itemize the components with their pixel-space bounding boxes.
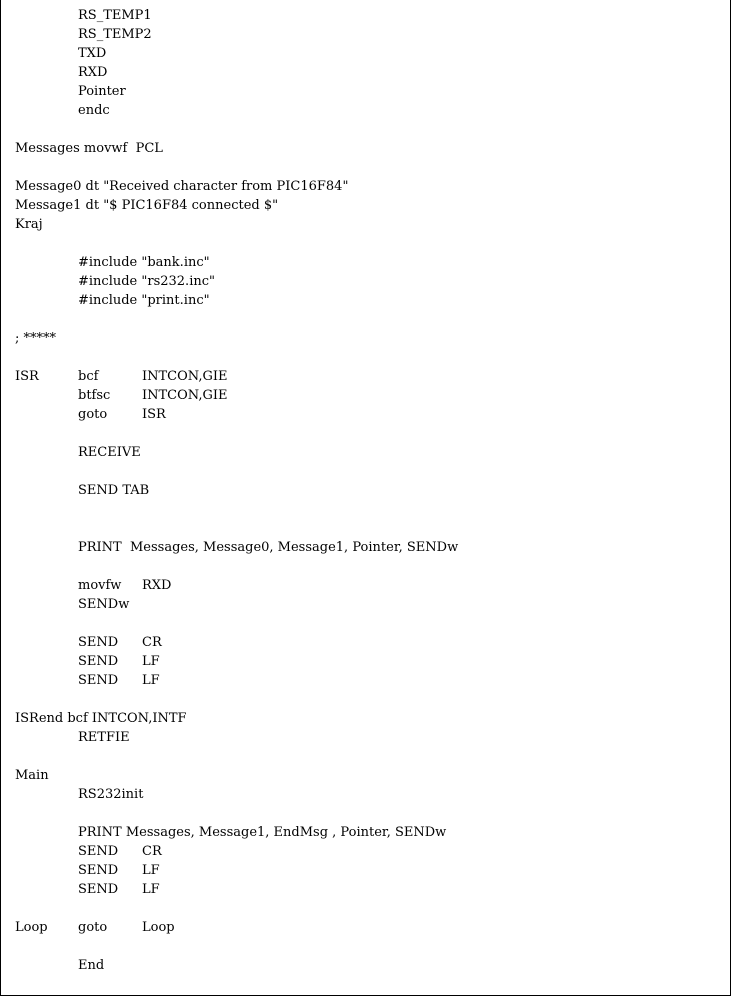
code-line	[15, 880, 458, 899]
code-operands: LF	[142, 882, 160, 897]
code-instruction: RXD	[78, 65, 108, 80]
blank-line	[15, 690, 458, 709]
code-line	[15, 861, 458, 880]
code-line-text: ISRend bcf INTCON,INTF	[15, 711, 187, 726]
code-line	[15, 766, 458, 785]
blank-line	[15, 120, 458, 139]
code-line	[15, 956, 458, 975]
code-instruction: RS_TEMP2	[78, 27, 152, 42]
code-instruction: btfsc	[78, 388, 111, 403]
code-line	[15, 633, 458, 652]
blank-line	[15, 804, 458, 823]
code-instruction: SENDw	[78, 597, 130, 612]
blank-line	[15, 462, 458, 481]
code-line	[15, 728, 458, 747]
code-instruction: RECEIVE	[78, 445, 141, 460]
code-instruction: RETFIE	[78, 730, 130, 745]
code-line	[15, 82, 458, 101]
blank-line	[15, 500, 458, 538]
code-operands: CR	[142, 635, 162, 650]
code-line	[15, 671, 458, 690]
blank-line	[15, 424, 458, 443]
blank-line	[15, 348, 458, 367]
code-instruction: PRINT Messages, Message1, EndMsg , Pointer, SENDw	[78, 825, 447, 840]
code-line	[15, 823, 458, 842]
code-line	[15, 595, 458, 614]
code-instruction: goto	[78, 920, 108, 935]
blank-line	[15, 747, 458, 766]
code-instruction: SEND	[78, 673, 119, 688]
code-operands: INTCON,GIE	[142, 369, 228, 384]
blank-line	[15, 158, 458, 177]
code-line	[15, 6, 458, 25]
code-line	[15, 652, 458, 671]
blank-line	[15, 937, 458, 956]
code-line	[15, 291, 458, 310]
blank-line	[15, 899, 458, 918]
code-line	[15, 215, 458, 234]
blank-line	[15, 614, 458, 633]
code-line	[15, 785, 458, 804]
code-operands: ISR	[142, 407, 166, 422]
code-instruction: SEND	[78, 635, 119, 650]
code-instruction: SEND	[78, 863, 119, 878]
code-line	[15, 177, 458, 196]
code-line	[15, 25, 458, 44]
blank-line	[15, 557, 458, 576]
code-instruction: End	[78, 958, 105, 973]
code-instruction: endc	[78, 103, 110, 118]
code-line	[15, 443, 458, 462]
code-line	[15, 405, 458, 424]
code-line	[15, 101, 458, 120]
code-instruction: bcf	[78, 369, 99, 384]
code-line	[15, 709, 458, 728]
code-instruction: #include "print.inc"	[78, 293, 210, 308]
code-line-text: Message1 dt "$ PIC16F84 connected $"	[15, 198, 279, 213]
code-instruction: Pointer	[78, 84, 126, 99]
code-operands: Loop	[142, 920, 175, 935]
code-line	[15, 253, 458, 272]
code-instruction: #include "bank.inc"	[78, 255, 210, 270]
code-line	[15, 272, 458, 291]
code-line	[15, 44, 458, 63]
code-line	[15, 196, 458, 215]
code-line	[15, 63, 458, 82]
code-line	[15, 481, 458, 500]
code-instruction: movfw	[78, 578, 122, 593]
code-line	[15, 329, 458, 348]
code-line-text: Message0 dt "Received character from PIC16F84"	[15, 179, 349, 194]
code-operands: LF	[142, 673, 160, 688]
code-line-text: ; *****	[15, 331, 57, 346]
code-instruction: SEND	[78, 654, 119, 669]
code-line-text: Messages movwf PCL	[15, 141, 163, 156]
code-line	[15, 386, 458, 405]
code-operands: LF	[142, 654, 160, 669]
code-line	[15, 367, 458, 386]
code-operands: CR	[142, 844, 162, 859]
code-instruction: SEND	[78, 882, 119, 897]
code-line-text: Main	[15, 768, 49, 783]
code-line	[15, 139, 458, 158]
code-line	[15, 842, 458, 861]
code-line-text: Kraj	[15, 217, 43, 232]
code-instruction: RS_TEMP1	[78, 8, 152, 23]
code-line	[15, 538, 458, 557]
code-instruction: goto	[78, 407, 108, 422]
code-line	[15, 918, 458, 937]
code-operands: LF	[142, 863, 160, 878]
code-instruction: PRINT Messages, Message0, Message1, Pointer, SENDw	[78, 540, 459, 555]
code-instruction: SEND TAB	[78, 483, 150, 498]
code-operands: INTCON,GIE	[142, 388, 228, 403]
code-instruction: TXD	[78, 46, 107, 61]
code-line	[15, 576, 458, 595]
code-operands: RXD	[142, 578, 172, 593]
code-label: Loop	[15, 920, 48, 935]
code-instruction: RS232init	[78, 787, 144, 802]
blank-line	[15, 234, 458, 253]
blank-line	[15, 310, 458, 329]
assembly-code-listing	[15, 6, 458, 975]
code-instruction: #include "rs232.inc"	[78, 274, 215, 289]
code-label: ISR	[15, 369, 39, 384]
code-instruction: SEND	[78, 844, 119, 859]
